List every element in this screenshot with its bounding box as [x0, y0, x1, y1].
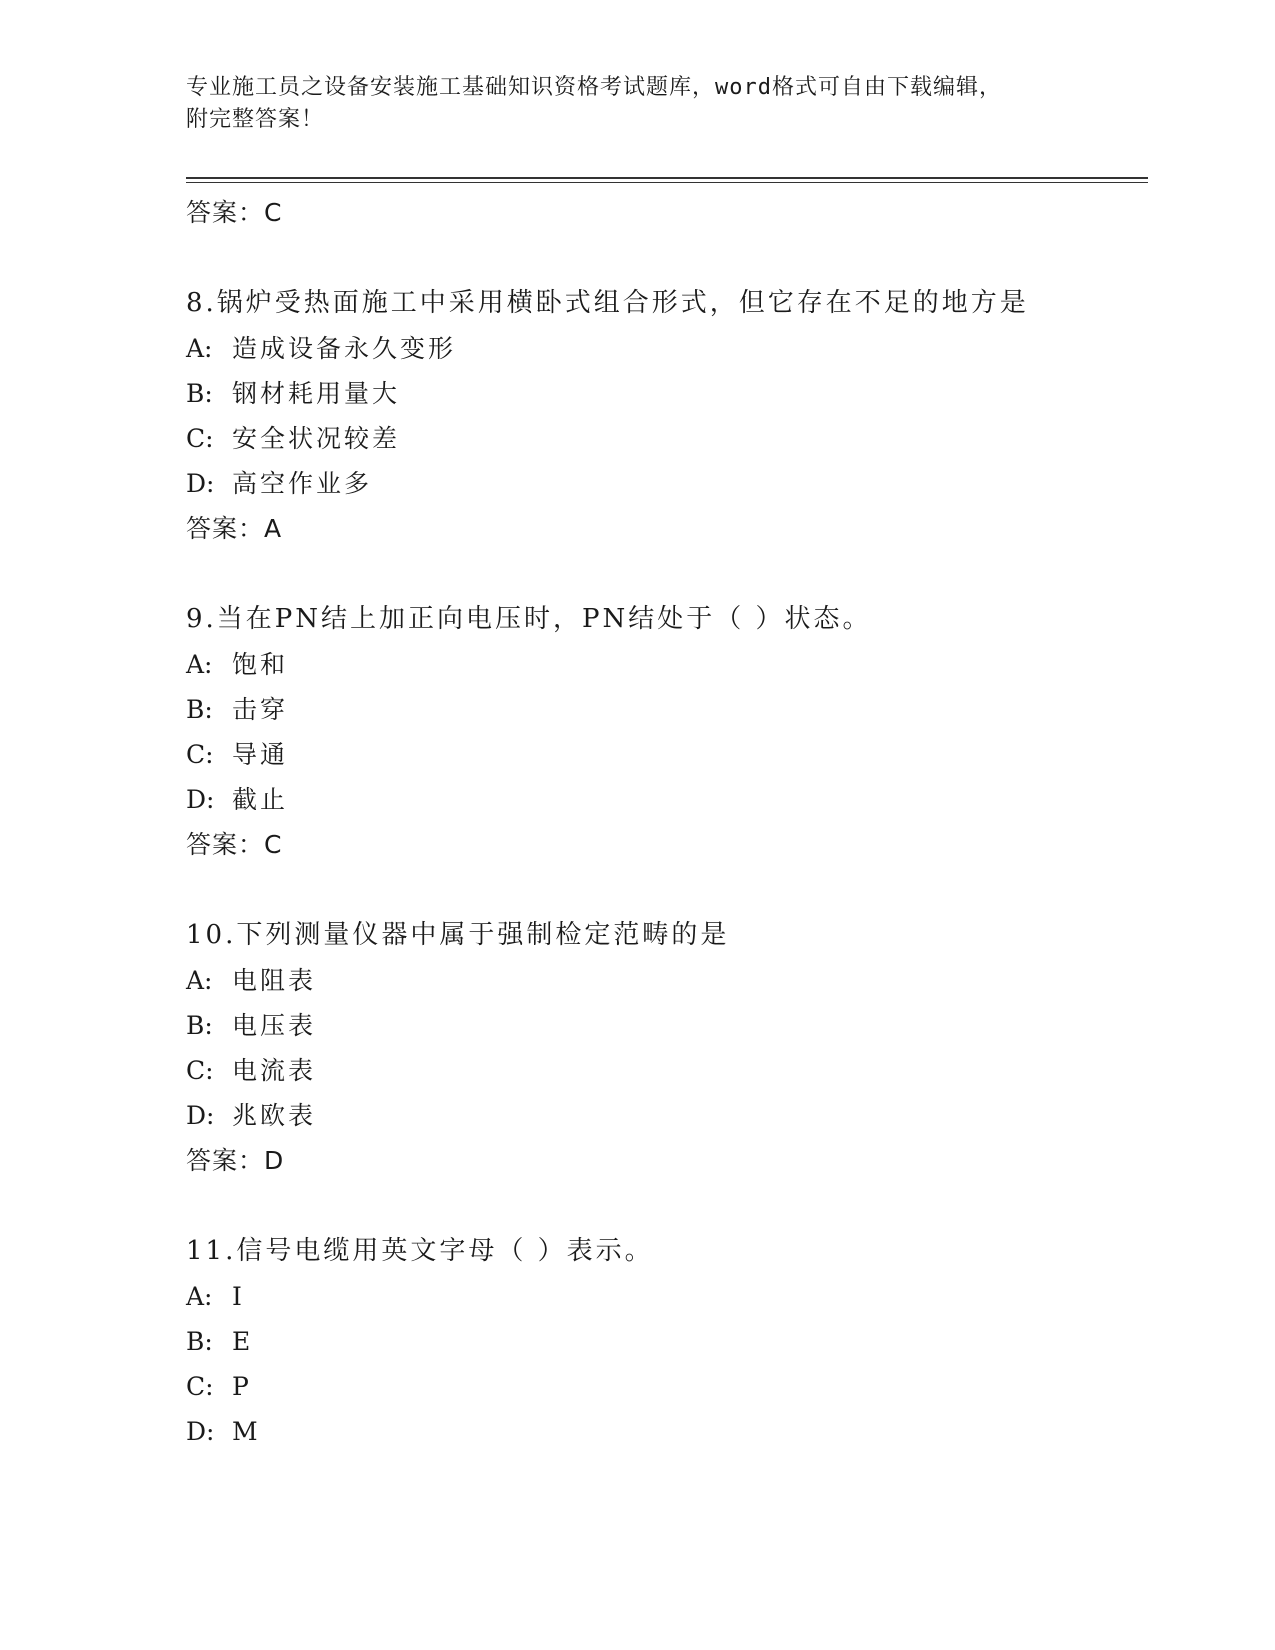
question-10-option-c [186, 1048, 1146, 1093]
question-11-option-b [186, 1319, 1146, 1364]
option-text: 高空作业多 [232, 469, 373, 498]
answer-line: 答案：C [186, 198, 283, 227]
option-key: B: [186, 1011, 213, 1040]
question-8-option-c [186, 416, 1146, 461]
option-key: C: [186, 424, 214, 453]
option-text: M [232, 1417, 261, 1446]
option-text: 击穿 [232, 695, 289, 724]
option-text: E [232, 1327, 254, 1356]
document-header [186, 72, 1066, 136]
option-text: 兆欧表 [232, 1101, 317, 1130]
question-8-option-a [186, 326, 1146, 371]
question-11-option-c [186, 1364, 1146, 1409]
question-10: 10.下列测量仪器中属于强制检定范畴的是 [186, 920, 730, 950]
header-divider-thick [186, 177, 1148, 179]
option-text: 安全状况较差 [232, 424, 401, 453]
option-text: I [232, 1282, 245, 1311]
option-text: P [232, 1372, 252, 1401]
spacer [186, 1184, 1146, 1228]
option-key: A: [186, 1282, 213, 1311]
option-key: A: [186, 966, 213, 995]
option-key: C: [186, 740, 214, 769]
option-text: 导通 [232, 740, 289, 769]
spacer [186, 236, 1146, 280]
question-9-answer: 答案：C [186, 830, 283, 859]
option-key: D: [186, 785, 215, 814]
header-line-2: 附完整答案！ [186, 107, 325, 132]
header-divider-thin [186, 182, 1148, 183]
option-key: D: [186, 1417, 215, 1446]
option-key: B: [186, 695, 213, 724]
option-text: 饱和 [232, 650, 289, 679]
option-text: 造成设备永久变形 [232, 334, 457, 363]
question-8-option-b [186, 371, 1146, 416]
question-10-option-a [186, 958, 1146, 1003]
header-line-1: 专业施工员之设备安装施工基础知识资格考试题库，word格式可自由下载编辑， [186, 75, 1002, 100]
question-9-option-d [186, 777, 1146, 822]
spacer [186, 868, 1146, 912]
question-11: 11.信号电缆用英文字母（ ）表示。 [186, 1236, 654, 1266]
option-text: 截止 [232, 785, 289, 814]
question-10-answer: 答案：D [186, 1146, 285, 1175]
question-8-answer: 答案：A [186, 514, 283, 543]
question-9-option-b [186, 687, 1146, 732]
option-key: C: [186, 1056, 214, 1085]
option-key: D: [186, 469, 215, 498]
question-10-option-d [186, 1093, 1146, 1138]
question-8: 8.锅炉受热面施工中采用横卧式组合形式，但它存在不足的地方是 [186, 288, 1029, 318]
question-11-option-d [186, 1409, 1146, 1454]
option-key: B: [186, 379, 213, 408]
question-9-option-a [186, 642, 1146, 687]
option-key: B: [186, 1327, 213, 1356]
question-9-option-c [186, 732, 1146, 777]
question-list [186, 190, 1146, 1454]
option-text: 电阻表 [232, 966, 317, 995]
option-text: 钢材耗用量大 [232, 379, 401, 408]
option-key: A: [186, 650, 213, 679]
option-text: 电压表 [232, 1011, 317, 1040]
option-key: A: [186, 334, 213, 363]
spacer [186, 552, 1146, 596]
question-10-option-b [186, 1003, 1146, 1048]
question-11-option-a [186, 1274, 1146, 1319]
option-text: 电流表 [232, 1056, 317, 1085]
option-key: C: [186, 1372, 214, 1401]
question-9: 9.当在PN结上加正向电压时，PN结处于（ ）状态。 [186, 604, 872, 634]
option-key: D: [186, 1101, 215, 1130]
question-8-option-d [186, 461, 1146, 506]
